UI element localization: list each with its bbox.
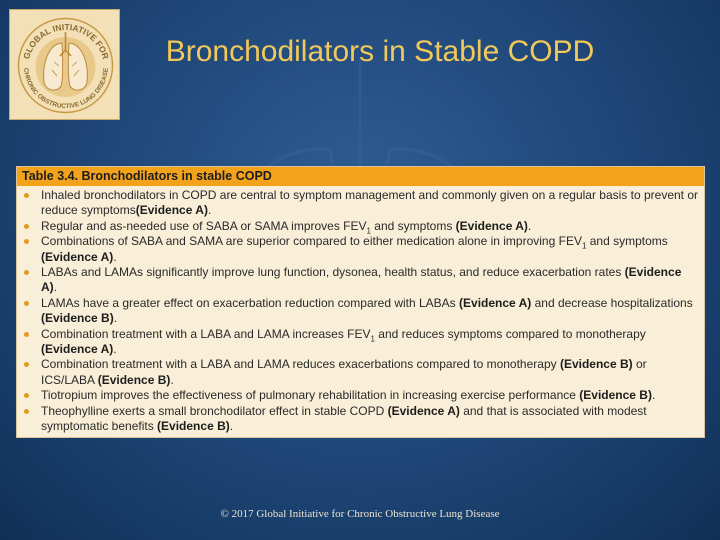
bullet-text: LAMAs have a greater effect on exacerbation reduction compared with LABAs: [41, 295, 460, 310]
bullet-item: [17, 388, 698, 403]
bullet-dot-icon: [24, 224, 29, 229]
evidence-level: (Evidence A): [41, 342, 114, 357]
slide-title: Bronchodilators in Stable COPD: [165, 35, 595, 68]
bullet-dot-icon: [24, 239, 29, 244]
bullet-item: [17, 296, 698, 327]
bullet-text: or ICS/LABA: [41, 357, 647, 387]
bullet-item: [17, 219, 698, 234]
bullet-dot-icon: [24, 362, 29, 367]
bullet-dot-icon: [24, 193, 29, 198]
bullet-punctuation: .: [207, 203, 212, 218]
evidence-level: (Evidence A): [387, 403, 460, 418]
evidence-level: (Evidence A): [135, 203, 208, 218]
bullet-punctuation: .: [113, 311, 118, 326]
bullet-text: Combination treatment with a LABA and LAMA increases FEV: [41, 326, 371, 341]
evidence-level: (Evidence B): [41, 311, 114, 326]
bullet-text: Tiotropium improves the effectiveness of pulmonary rehabilitation in increasing exercise performance: [41, 388, 580, 403]
bullet-punctuation: .: [53, 280, 58, 295]
bullet-item: [17, 327, 698, 358]
copyright-footer: © 2017 Global Initiative for Chronic Obstructive Lung Disease: [220, 508, 500, 520]
bullet-punctuation: .: [113, 342, 117, 357]
bullet-text: LABAs and LAMAs significantly improve lung function, dysonea, health status, and reduce exacerbation rates: [41, 265, 625, 280]
evidence-level: (Evidence B): [559, 357, 633, 372]
bullet-dot-icon: [24, 393, 29, 398]
bullet-punctuation: .: [229, 419, 234, 434]
bullet-dot-icon: [24, 270, 29, 275]
bullet-dot-icon: [24, 301, 29, 306]
subscript: 1: [370, 334, 375, 344]
bullet-item: [17, 357, 698, 388]
bullet-text: Combination treatment with a LABA and LAMA reduces exacerbations compared to monotherapy: [41, 357, 560, 372]
bullet-list: [17, 186, 704, 435]
table-header: Table 3.4. Bronchodilators in stable COPD: [17, 167, 704, 186]
bullet-item: [17, 404, 698, 435]
bullet-text: Inhaled bronchodilators in COPD are central to symptom management and commonly given on a regular basis to prevent or reduce symptoms: [41, 188, 699, 218]
bullet-text: Theophylline exerts a small bronchodilator effect in stable COPD: [41, 403, 388, 418]
evidence-level: (Evidence B): [579, 388, 652, 403]
gold-logo: [9, 9, 120, 120]
evidence-level: (Evidence A): [41, 249, 114, 264]
bullet-item: [17, 234, 698, 265]
bullet-text: and that is associated with modest symptomatic benefits: [41, 403, 647, 434]
bullet-text: and decrease hospitalizations: [531, 295, 693, 310]
evidence-level: (Evidence A): [455, 218, 528, 233]
bullet-item: [17, 265, 698, 296]
bullet-punctuation: .: [651, 388, 656, 403]
bullet-text: and symptoms: [586, 234, 668, 249]
bullet-punctuation: .: [170, 372, 174, 387]
subscript: 1: [366, 226, 371, 236]
evidence-table: [16, 166, 705, 438]
bullet-punctuation: .: [527, 218, 532, 233]
evidence-level: (Evidence B): [97, 372, 171, 387]
evidence-level: (Evidence A): [41, 265, 682, 295]
bullet-item: [17, 188, 698, 219]
logo-text-bottom: CHRONIC OBSTRUCTIVE LUNG DISEASE: [22, 67, 110, 111]
bullet-dot-icon: [24, 332, 29, 337]
evidence-level: (Evidence B): [157, 419, 230, 434]
evidence-level: (Evidence A): [459, 295, 532, 310]
bullet-text: and reduces symptoms compared to monotherapy: [374, 326, 646, 341]
bullet-dot-icon: [24, 409, 29, 414]
logo-text-top: GLOBAL INITIATIVE FOR: [21, 21, 111, 61]
bullet-text: Regular and as-needed use of SABA or SAMA improves FEV: [41, 218, 367, 233]
bullet-text: and symptoms: [370, 218, 456, 233]
subscript: 1: [581, 241, 587, 251]
bullet-punctuation: .: [113, 249, 117, 264]
bullet-text: Combinations of SABA and SAMA are superior compared to either medication alone in improving FEV: [41, 234, 582, 249]
